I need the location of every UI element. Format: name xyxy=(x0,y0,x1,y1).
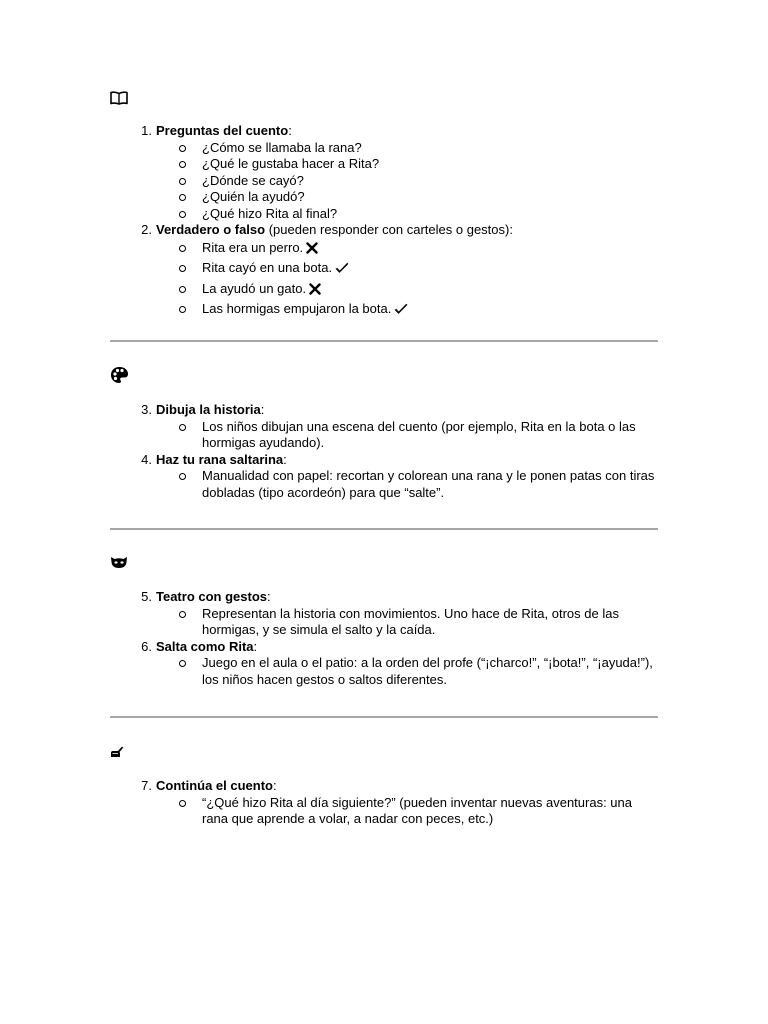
item-number: 1. xyxy=(141,123,152,138)
section-divider xyxy=(110,528,658,530)
cross-mark-icon xyxy=(309,282,321,301)
item-number: 5. xyxy=(141,589,152,604)
list-item-5 xyxy=(110,589,658,639)
sub-item-text: Las hormigas empujaron la bota. xyxy=(202,301,392,316)
section-divider xyxy=(110,716,658,718)
sub-item-text: Rita cayó en una bota. xyxy=(202,260,333,275)
item-suffix: : xyxy=(283,451,287,467)
sub-item-text: Representan la historia con movimientos. Uno hace de Rita, otros de las hormigas, y se simula el salto y la caída. xyxy=(202,605,619,637)
section-writing xyxy=(110,740,658,828)
sub-item-text: ¿Cómo se llamaba la rana? xyxy=(202,139,362,155)
sub-item xyxy=(156,239,658,260)
item-title: Continúa el cuento xyxy=(156,778,273,793)
item-suffix: : xyxy=(273,778,277,793)
item-suffix: : xyxy=(253,638,258,654)
item-number: 7. xyxy=(141,778,152,793)
item-title: Teatro con gestos xyxy=(156,589,268,604)
sub-item xyxy=(156,173,658,190)
list-item-3 xyxy=(110,402,658,452)
list-item-4 xyxy=(110,452,658,502)
sub-item xyxy=(156,606,658,639)
section-divider xyxy=(110,340,658,342)
sub-item xyxy=(156,419,658,452)
sub-item xyxy=(156,655,658,688)
sub-item-text: Los niños dibujan una escena del cuento (por ejemplo, Rita en la bota o las hormigas ayudando). xyxy=(202,418,636,450)
sub-item-text: ¿Quién la ayudó? xyxy=(202,189,305,204)
sub-item-text: Juego en el aula o el patio: a la orden del profe (“¡charco!”, “¡bota!”, “¡ayuda!”), los niños hacen gestos o saltos diferentes. xyxy=(202,655,653,687)
artist-palette-icon xyxy=(110,364,658,386)
section-movement xyxy=(110,551,658,688)
item-suffix: : xyxy=(260,402,265,417)
item-suffix: (pueden responder con carteles o gestos): xyxy=(265,222,513,237)
sub-item-text: La ayudó un gato. xyxy=(202,280,307,296)
open-book-icon xyxy=(110,87,658,109)
sub-item xyxy=(156,206,658,223)
performing-mask-icon xyxy=(110,551,658,573)
cross-mark-icon xyxy=(306,241,318,260)
item-number: 4. xyxy=(141,451,152,467)
item-title: Salta como Rita xyxy=(156,638,254,654)
sub-item xyxy=(156,300,658,321)
sub-item xyxy=(156,156,658,173)
sub-item-text: “¿Qué hizo Rita al día siguiente?” (pueden inventar nuevas aventuras: una rana que aprende a volar, a nadar con peces, etc.) xyxy=(202,794,632,826)
list-item-2 xyxy=(110,222,658,321)
sub-item xyxy=(156,280,658,301)
item-suffix: : xyxy=(288,123,292,138)
writing-hand-icon xyxy=(110,740,658,762)
item-title: Dibuja la historia xyxy=(156,402,261,417)
list-item-7 xyxy=(110,778,658,828)
check-mark-icon xyxy=(394,302,408,321)
list-item-1 xyxy=(110,123,658,222)
sub-item xyxy=(156,189,658,206)
sub-item-text: Rita era un perro. xyxy=(202,239,304,255)
sub-item-text: Manualidad con papel: recortan y colorean una rana y le ponen patas con tiras dobladas (tipo acordeón) para que “salte”. xyxy=(202,468,655,500)
sub-item xyxy=(156,795,658,828)
item-title: Preguntas del cuento xyxy=(156,123,289,138)
item-suffix: : xyxy=(267,589,271,604)
item-number: 6. xyxy=(141,638,152,654)
list-item-6 xyxy=(110,639,658,689)
section-art xyxy=(110,364,658,501)
sub-item xyxy=(156,140,658,157)
item-title: Verdadero o falso xyxy=(156,222,266,237)
sub-item xyxy=(156,259,658,280)
sub-item-text: ¿Qué hizo Rita al final? xyxy=(202,205,338,221)
item-number: 3. xyxy=(141,402,152,417)
sub-item-text: ¿Qué le gustaba hacer a Rita? xyxy=(202,156,380,171)
check-mark-icon xyxy=(335,261,349,280)
item-title: Haz tu rana saltarina xyxy=(156,451,284,467)
item-number: 2. xyxy=(141,222,152,237)
sub-item xyxy=(156,468,658,501)
sub-item-text: ¿Dónde se cayó? xyxy=(202,172,304,188)
section-comprehension xyxy=(110,87,658,321)
